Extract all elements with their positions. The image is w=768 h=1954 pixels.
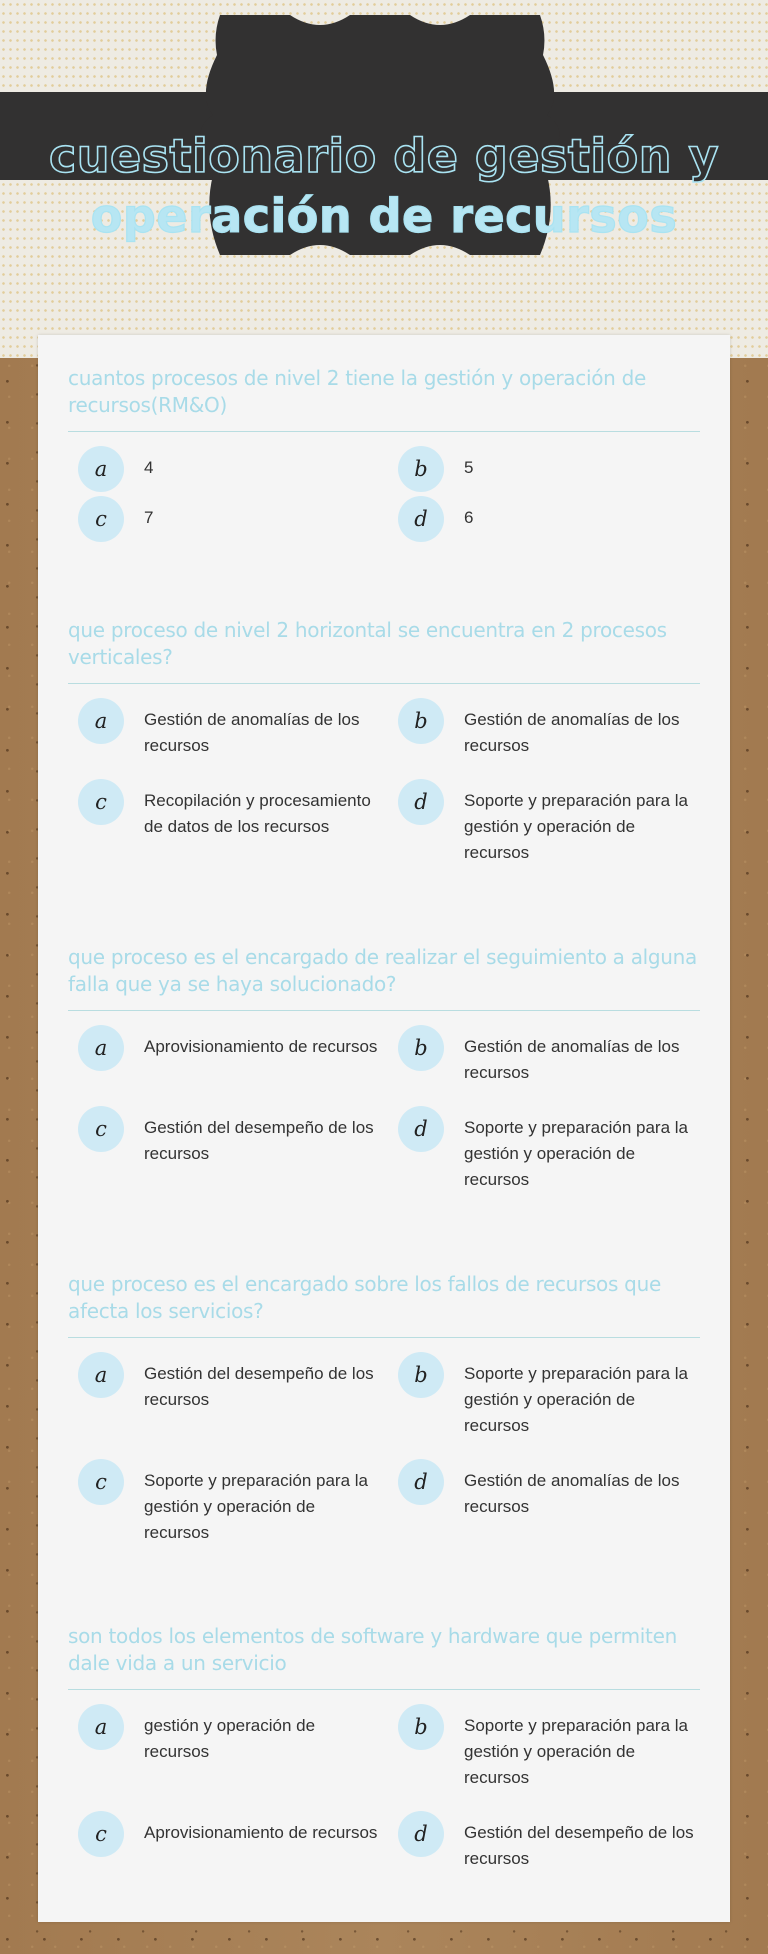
option-b[interactable] xyxy=(388,1352,700,1439)
option-text: Soporte y preparación para la gestión y operación de recursos xyxy=(464,1716,688,1787)
options-grid xyxy=(68,1352,700,1546)
letter-d-badge: d xyxy=(398,1459,444,1505)
option-a[interactable] xyxy=(68,446,380,492)
page-title-line-2: operación de recursos xyxy=(90,189,678,243)
option-a[interactable] xyxy=(68,1025,380,1086)
letter-a-badge: a xyxy=(78,1352,124,1398)
letter-d-badge: d xyxy=(398,1106,444,1152)
option-d[interactable] xyxy=(388,1106,700,1193)
question-1 xyxy=(68,365,700,542)
question-2 xyxy=(68,617,700,866)
option-text: Recopilación y procesamiento de datos de los recursos xyxy=(144,791,371,836)
option-a[interactable] xyxy=(68,1352,380,1439)
option-d[interactable] xyxy=(388,1459,700,1546)
option-b[interactable] xyxy=(388,1025,700,1086)
option-d[interactable] xyxy=(388,1811,700,1872)
letter-d-badge: d xyxy=(398,1811,444,1857)
question-text: que proceso de nivel 2 horizontal se encuentra en 2 procesos verticales? xyxy=(68,617,700,684)
letter-a-badge: a xyxy=(78,1704,124,1750)
option-b[interactable] xyxy=(388,1704,700,1791)
option-text: Gestión del desempeño de los recursos xyxy=(144,1118,374,1163)
option-text: Gestión de anomalías de los recursos xyxy=(464,1037,680,1082)
quiz-card xyxy=(38,335,730,1922)
option-text: 4 xyxy=(144,458,154,477)
option-d[interactable] xyxy=(388,496,700,542)
options-grid xyxy=(68,1704,700,1872)
option-d[interactable] xyxy=(388,779,700,866)
question-text: son todos los elementos de software y hardware que permiten dale vida a un servicio xyxy=(68,1623,700,1690)
option-text: Soporte y preparación para la gestión y operación de recursos xyxy=(464,1364,688,1435)
letter-c-badge: c xyxy=(78,1811,124,1857)
option-a[interactable] xyxy=(68,698,380,759)
option-text: Soporte y preparación para la gestión y operación de recursos xyxy=(464,1118,688,1189)
letter-d-badge: d xyxy=(398,779,444,825)
letter-c-badge: c xyxy=(78,1106,124,1152)
option-text: Soporte y preparación para la gestión y operación de recursos xyxy=(464,791,688,862)
option-c[interactable] xyxy=(68,1459,380,1546)
letter-b-badge: b xyxy=(398,1704,444,1750)
option-c[interactable] xyxy=(68,1106,380,1193)
options-grid xyxy=(68,698,700,866)
option-text: Gestión del desempeño de los recursos xyxy=(144,1364,374,1409)
option-text: Gestión de anomalías de los recursos xyxy=(144,710,360,755)
question-text: que proceso es el encargado de realizar el seguimiento a alguna falla que ya se haya solucionado? xyxy=(68,944,700,1011)
options-grid xyxy=(68,446,700,542)
option-text: 5 xyxy=(464,458,474,477)
letter-a-badge: a xyxy=(78,698,124,744)
option-b[interactable] xyxy=(388,698,700,759)
option-b[interactable] xyxy=(388,446,700,492)
letter-d-badge: d xyxy=(398,496,444,542)
option-c[interactable] xyxy=(68,779,380,866)
letter-c-badge: c xyxy=(78,1459,124,1505)
page-title xyxy=(0,126,768,246)
option-text: Gestión de anomalías de los recursos xyxy=(464,1471,680,1516)
option-a[interactable] xyxy=(68,1704,380,1791)
letter-b-badge: b xyxy=(398,698,444,744)
option-text: Gestión del desempeño de los recursos xyxy=(464,1823,694,1868)
option-c[interactable] xyxy=(68,1811,380,1872)
option-text: gestión y operación de recursos xyxy=(144,1716,316,1761)
letter-c-badge: c xyxy=(78,496,124,542)
letter-c-badge: c xyxy=(78,779,124,825)
option-c[interactable] xyxy=(68,496,380,542)
option-text: Soporte y preparación para la gestión y operación de recursos xyxy=(144,1471,368,1542)
question-3 xyxy=(68,944,700,1193)
letter-a-badge: a xyxy=(78,1025,124,1071)
letter-b-badge: b xyxy=(398,446,444,492)
question-4 xyxy=(68,1271,700,1546)
option-text: Aprovisionamiento de recursos xyxy=(144,1823,378,1842)
letter-b-badge: b xyxy=(398,1352,444,1398)
option-text: Gestión de anomalías de los recursos xyxy=(464,710,680,755)
options-grid xyxy=(68,1025,700,1193)
letter-b-badge: b xyxy=(398,1025,444,1071)
option-text: 6 xyxy=(464,508,474,527)
question-text: que proceso es el encargado sobre los fallos de recursos que afecta los servicios? xyxy=(68,1271,700,1338)
option-text: Aprovisionamiento de recursos xyxy=(144,1037,378,1056)
question-5 xyxy=(68,1623,700,1872)
option-text: 7 xyxy=(144,508,154,527)
letter-a-badge: a xyxy=(78,446,124,492)
page-title-line-1: cuestionario de gestión y xyxy=(48,129,720,183)
question-text: cuantos procesos de nivel 2 tiene la gestión y operación de recursos(RM&O) xyxy=(68,365,700,432)
